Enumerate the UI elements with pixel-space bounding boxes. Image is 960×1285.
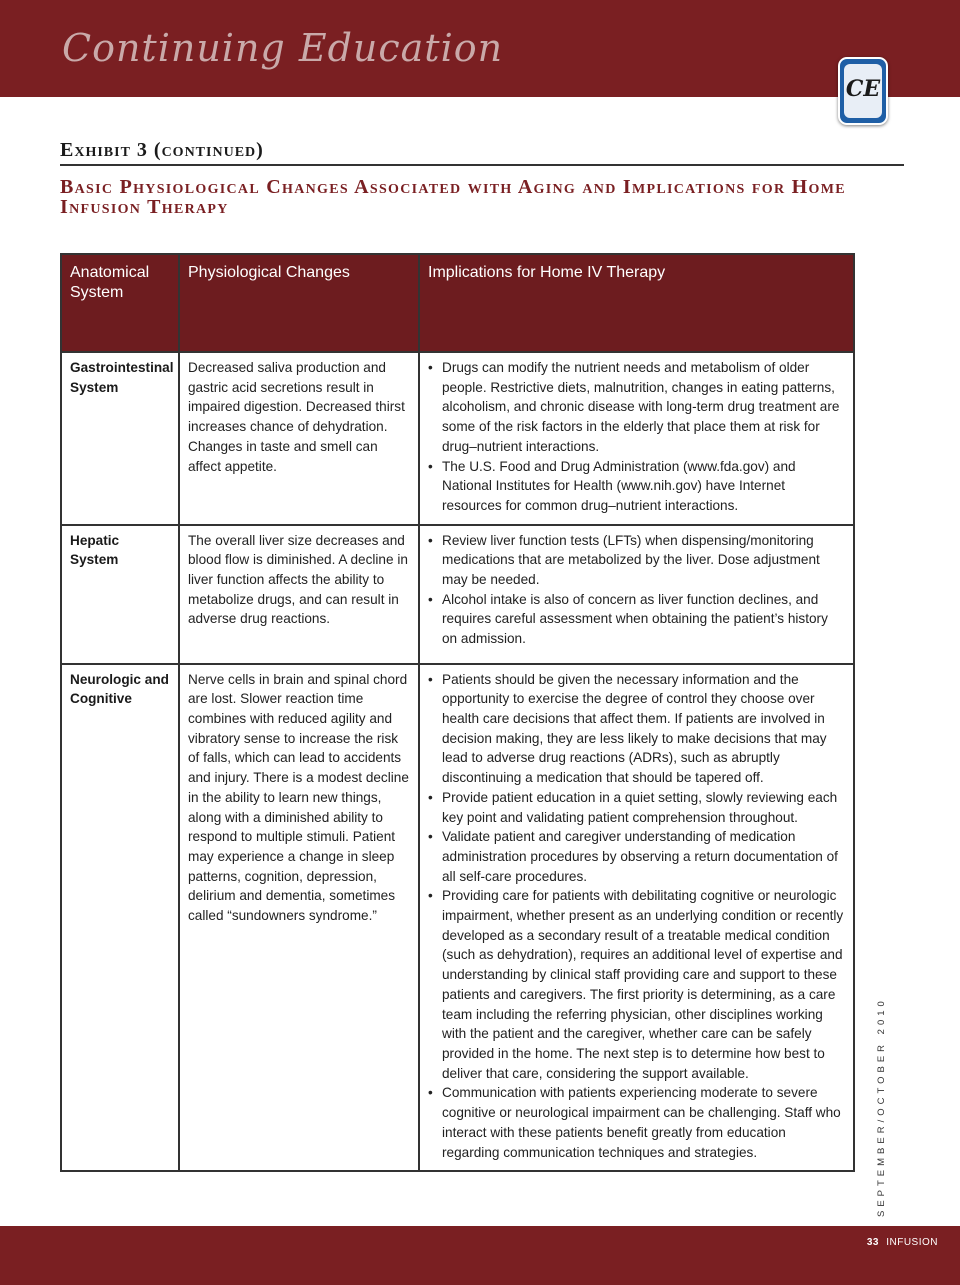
list-item: • Communication with patients experiencing moderate to severe cognitive or neurological impairment can be challenging. Staff who interact with these patients benefit greatly from education regarding communication techniques and strategies. (442, 1083, 845, 1162)
column-header: Physiological Changes (179, 254, 419, 352)
ce-logo-icon (838, 57, 888, 125)
list-item: • Drugs can modify the nutrient needs and metabolism of older people. Restrictive diets, malnutrition, changes in eating patterns, alcoholism, and chronic disease with long-term drug treatment are some of the risk factors in the elderly that place them at risk for drug–nutrient interactions. (442, 358, 845, 457)
list-item: • Review liver function tests (LFTs) when dispensing/monitoring medications that are metabolized by the liver. Dose adjustment may be needed. (442, 531, 845, 590)
list-item: • The U.S. Food and Drug Administration (www.fda.gov) and National Institutes for Health (www.nih.gov) have Internet resources for common drug–nutrient interactions. (442, 457, 845, 516)
list-item: • Validate patient and caregiver understanding of medication administration procedures by observing a return documentation of all self-care procedures. (442, 827, 845, 886)
table-header-row (61, 254, 854, 352)
table-row (61, 352, 854, 525)
list-item: • Provide patient education in a quiet setting, slowly reviewing each key point and validating patient comprehension throughout. (442, 788, 845, 827)
top-banner (0, 0, 960, 97)
ce-logo-mark: CE (844, 64, 882, 118)
list-item: • Providing care for patients with debilitating cognitive or neurologic impairment, whether present as an underlying condition or recently developed as a secondary result of a treatable medical condition (such as dehydration), requires an additional level of expertise and understanding by clinical staff providing care and support to these patients and caregivers. The first priority is determining, as a care team including the referring physician, other disciplines working with the patient and the caregiver, whether care can be safely provided in the home. The next step is to determine how best to deliver that care, considering the support available. (442, 886, 845, 1083)
exhibit-label: Exhibit 3 (continued) (60, 139, 904, 166)
list-item: • Patients should be given the necessary information and the opportunity to exercise the degree of control they choose over health care decisions that affect them. If patients are involved in decision making, they are less likely to make decisions that may lead to adverse drug reactions (ADRs), such as abruptly discontinuing a medication that should be tapered off. (442, 670, 845, 788)
system-cell: Hepatic System (61, 525, 179, 664)
implications-cell (419, 352, 854, 525)
exhibit-title: Basic Physiological Changes Associated with Aging and Implications for Home Infusion Therapy (60, 176, 846, 218)
changes-cell: Nerve cells in brain and spinal chord are lost. Slower reaction time combines with reduced agility and vibratory sense to increase the risk of falls, which can lead to accidents and injury. There is a modest decline in the ability to learn new things, along with a diminished ability to respond to multiple stimuli. Patient may experience a change in sleep patterns, cognition, depression, delirium and dementia, sometimes called “sundowners syndrome.” (179, 664, 419, 1172)
page-number: 33 (866, 1237, 879, 1248)
system-cell: Neurologic and Cognitive (61, 664, 179, 1172)
page-footer (867, 1237, 938, 1248)
implications-cell (419, 664, 854, 1172)
column-header: Anatomical System (61, 254, 179, 352)
column-header: Implications for Home IV Therapy (419, 254, 854, 352)
list-item: • Alcohol intake is also of concern as liver function declines, and requires careful assessment when obtaining the patient’s history on admission. (442, 590, 845, 649)
table-row (61, 525, 854, 664)
changes-cell: Decreased saliva production and gastric acid secretions result in impaired digestion. Decreased thirst increases chance of dehydration. Changes in taste and smell can affect appetite. (179, 352, 419, 525)
table-row (61, 664, 854, 1172)
changes-cell: The overall liver size decreases and blood flow is diminished. A decline in liver function affects the ability to metabolize drugs, and can result in adverse drug reactions. (179, 525, 419, 664)
bottom-band (0, 1226, 960, 1285)
aging-changes-table (60, 253, 855, 1172)
section-title: Continuing Education (62, 26, 504, 70)
publication-name: INFUSION (886, 1237, 938, 1248)
implications-cell (419, 525, 854, 664)
system-cell: Gastrointestinal System (61, 352, 179, 525)
issue-date: SEPTEMBER/OCTOBER 2010 (876, 997, 887, 1217)
